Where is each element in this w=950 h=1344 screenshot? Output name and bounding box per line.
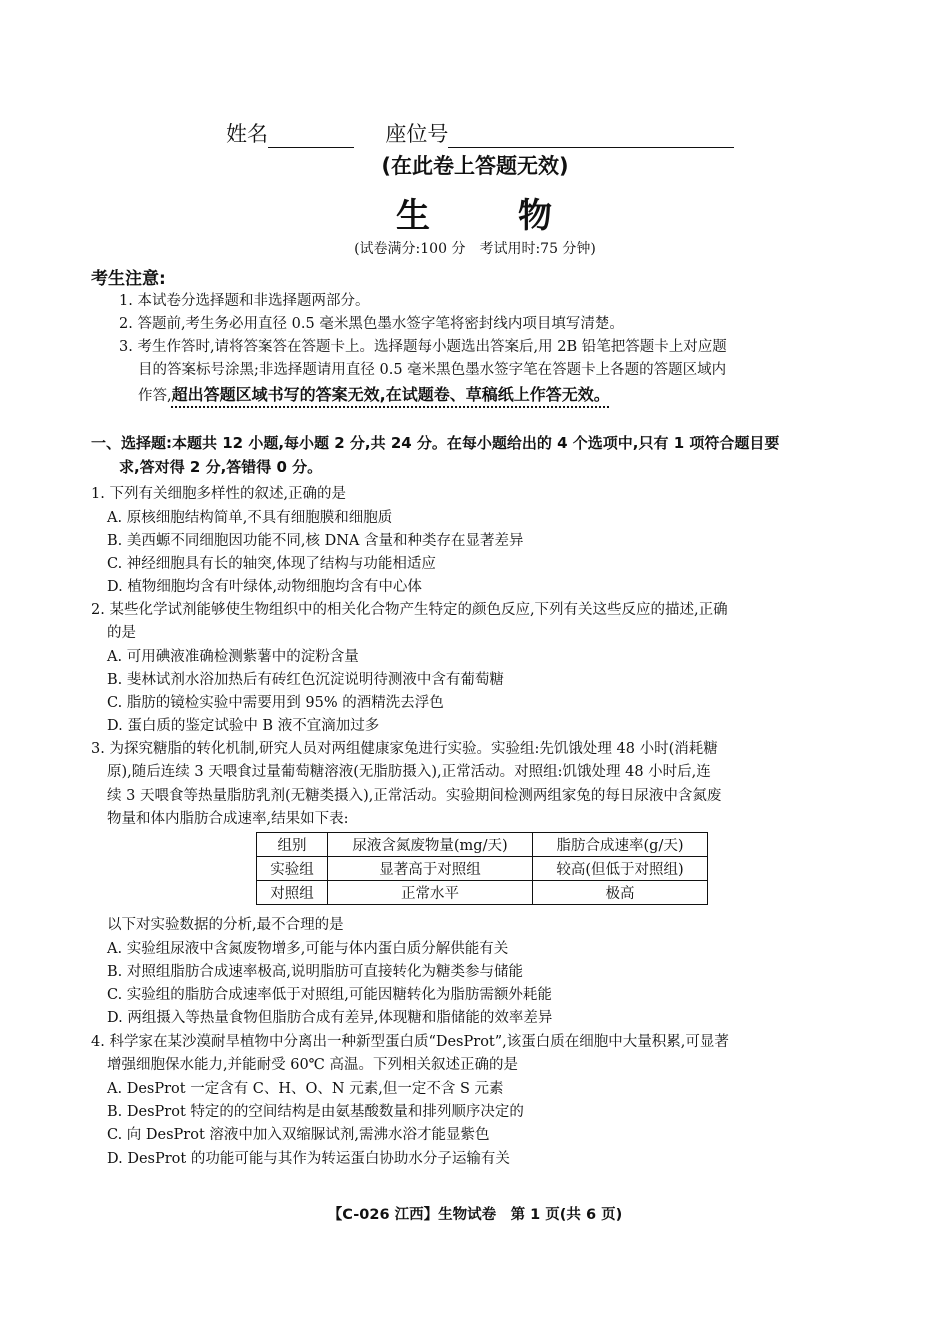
table-header-cell: 脂肪合成速率(g/天) (533, 833, 708, 857)
q3-ask: 以下对实验数据的分析,最不合理的是 (107, 917, 344, 933)
q4-stem-line-2: 增强细胞保水能力,并能耐受 60℃ 高温。下列相关叙述正确的是 (107, 1057, 518, 1073)
q3-option-c: C. 实验组的脂肪合成速率低于对照组,可能因糖转化为脂肪需额外耗能 (107, 987, 552, 1003)
table-header-row (257, 833, 708, 857)
q2-stem-line-2: 的是 (107, 625, 136, 641)
q3-stem-line-4: 物量和体内脂肪合成速率,结果如下表: (107, 811, 349, 827)
name-label: 姓名 (226, 122, 268, 146)
table-cell: 对照组 (257, 881, 328, 905)
page-footer: 【C-026 江西】生物试卷 第 1 页(共 6 页) (327, 1207, 623, 1223)
notice-title: 考生注意: (91, 269, 166, 289)
table-cell: 实验组 (257, 857, 328, 881)
subject-char-1: 生 (396, 196, 432, 236)
q4-stem-line-1: 4. 科学家在某沙漠耐旱植物中分离出一种新型蛋白质“DesProt”,该蛋白质在细胞中大量积累,可显著 (91, 1034, 729, 1050)
q2-stem-line-1: 2. 某些化学试剂能够使生物组织中的相关化合物产生特定的颜色反应,下列有关这些反应的描述,正确 (91, 602, 728, 618)
q3-option-d: D. 两组摄入等热量食物但脂肪合成有差异,体现糖和脂储能的效率差异 (107, 1010, 553, 1026)
notice-item-3-line-3 (138, 382, 610, 405)
table-cell: 正常水平 (328, 881, 533, 905)
q2-option-c: C. 脂肪的镜检实验中需要用到 95% 的酒精洗去浮色 (107, 695, 444, 711)
section1-line-1: 一、选择题:本题共 12 小题,每小题 2 分,共 24 分。在每小题给出的 4 个选项中,只有 1 项符合题目要 (91, 434, 780, 452)
exam-meta: (试卷满分:100 分 考试用时:75 分钟) (354, 241, 596, 257)
notice-emphasis: 超出答题区域书写的答案无效,在试题卷、草稿纸上作答无效。 (171, 385, 610, 404)
section1-line-2: 求,答对得 2 分,答错得 0 分。 (119, 458, 323, 476)
table-cell: 较高(但低于对照组) (533, 857, 708, 881)
q3-stem-line-3: 续 3 天喂食等热量脂肪乳剂(无糖类摄入),正常活动。实验期间检测两组家兔的每日尿液中含氮废 (107, 788, 722, 804)
q3-stem-line-2: 原),随后连续 3 天喂食过量葡萄糖溶液(无脂肪摄入),正常活动。对照组:饥饿处理 48 小时后,连 (107, 764, 711, 780)
notice-item-3-line-2: 目的答案标号涂黑;非选择题请用直径 0.5 毫米黑色墨水签字笔在答题卡上各题的答题区域内 (138, 362, 727, 378)
q1-option-d: D. 植物细胞均含有叶绿体,动物细胞均含有中心体 (107, 579, 422, 595)
q1-stem: 1. 下列有关细胞多样性的叙述,正确的是 (91, 486, 347, 502)
q4-option-a: A. DesProt 一定含有 C、H、O、N 元素,但一定不含 S 元素 (107, 1081, 504, 1097)
name-blank[interactable] (268, 127, 354, 148)
q3-option-a: A. 实验组尿液中含氮废物增多,可能与体内蛋白质分解供能有关 (107, 941, 509, 957)
notice-item-3-line-1: 3. 考生作答时,请将答案答在答题卡上。选择题每小题选出答案后,用 2B 铅笔把答题卡上对应题 (119, 339, 727, 355)
q2-option-a: A. 可用碘液准确检测紫薯中的淀粉含量 (107, 649, 359, 665)
notice-item-1: 1. 本试卷分选择题和非选择题两部分。 (119, 293, 370, 309)
table-row (257, 857, 708, 881)
seat-blank[interactable] (448, 127, 734, 148)
q3-stem-line-1: 3. 为探究糖脂的转化机制,研究人员对两组健康家兔进行实验。实验组:先饥饿处理 48 小时(消耗糖 (91, 741, 718, 757)
table-header-cell: 组别 (257, 833, 328, 857)
q2-option-b: B. 斐林试剂水浴加热后有砖红色沉淀说明待测液中含有葡萄糖 (107, 672, 504, 688)
invalid-note: (在此卷上答题无效) (381, 154, 569, 178)
table-header-cell: 尿液含氮废物量(mg/天) (328, 833, 533, 857)
table-cell: 极高 (533, 881, 708, 905)
q4-option-d: D. DesProt 的功能可能与其作为转运蛋白协助水分子运输有关 (107, 1151, 510, 1167)
q3-results-table (256, 832, 708, 905)
notice-item-3-prefix: 作答, (138, 388, 172, 404)
q1-option-c: C. 神经细胞具有长的轴突,体现了结构与功能相适应 (107, 556, 436, 572)
q3-option-b: B. 对照组脂肪合成速率极高,说明脂肪可直接转化为糖类参与储能 (107, 964, 523, 980)
q4-option-b: B. DesProt 特定的的空间结构是由氨基酸数量和排列顺序决定的 (107, 1104, 524, 1120)
q1-option-b: B. 美西螈不同细胞因功能不同,核 DNA 含量和种类存在显著差异 (107, 533, 524, 549)
seat-label: 座位号 (385, 122, 449, 146)
subject-title (0, 188, 950, 237)
student-info-line (226, 118, 734, 148)
table-cell: 显著高于对照组 (328, 857, 533, 881)
notice-item-2: 2. 答题前,考生务必用直径 0.5 毫米黑色墨水签字笔将密封线内项目填写清楚。 (119, 316, 624, 332)
q2-option-d: D. 蛋白质的鉴定试验中 B 液不宜滴加过多 (107, 718, 380, 734)
subject-char-2: 物 (518, 196, 554, 236)
q1-option-a: A. 原核细胞结构简单,不具有细胞膜和细胞质 (107, 510, 393, 526)
q4-option-c: C. 向 DesProt 溶液中加入双缩脲试剂,需沸水浴才能显紫色 (107, 1127, 490, 1143)
table-row (257, 881, 708, 905)
